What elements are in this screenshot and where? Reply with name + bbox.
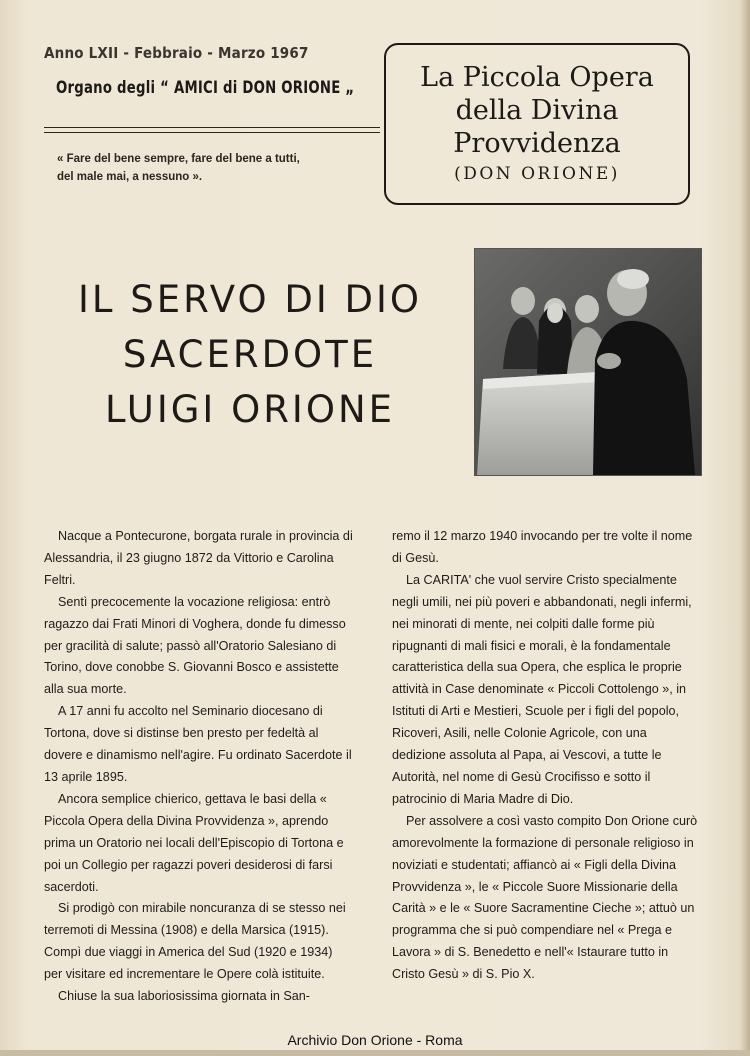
archive-footer: Archivio Don Orione - Roma <box>287 1032 463 1048</box>
headline-line-2: SACERDOTE <box>122 333 378 376</box>
paragraph: Nacque a Pontecurone, borgata rurale in provincia di Alessandria, il 23 giugno 1872 da Vittorio e Carolina Feltri. <box>44 529 353 587</box>
masthead-line-1: La Piccola Opera <box>420 62 654 93</box>
headline-line-3: LUIGI ORIONE <box>104 388 396 431</box>
photo-illustration <box>475 249 701 475</box>
paragraph: Sentì precocemente la vocazione religiosa: entrò ragazzo dai Frati Minori di Voghera, donde fu dimesso per gracilità di salute; passò all'Oratorio Salesiano di Torino, dove conobbe S. Giovanni Bosco e assistette alla sua morte. <box>44 594 346 697</box>
paragraph: A 17 anni fu accolto nel Seminario diocesano di Tortona, dove si distinse ben presto per fedeltà al dovere e dinamismo nell'agire. Fu ordinato Sacerdote il 13 aprile 1895. <box>44 704 352 784</box>
motto-line-2: del male mai, a nessuno ». <box>57 171 203 183</box>
page-edge-shadow <box>740 0 750 1056</box>
motto <box>57 150 377 186</box>
masthead-line-4: (DON ORIONE) <box>454 164 620 184</box>
paragraph: Per assolvere a così vasto compito Don Orione curò amorevolmente la formazione di personale religioso in noviziati e studentati; affiancò ai « Figli della Divina Provvidenza », le « Piccole Suore Missionarie della Carità » e le « Suore Sacramentine Cieche »; attuò un programma che si può compendiare nel « Prega e Lavora » di S. Benedetto e nell'« Istaurare tutto in Cristo Gesù » di S. Pio X. <box>392 813 698 982</box>
paragraph: Ancora semplice chierico, gettava le basi della « Piccola Opera della Divina Provvidenza », aprendo prima un Oratorio nei locali dell'Episcopio di Tortona e poi un Collegio per ragazzi poveri desiderosi di farsi sacerdoti. <box>44 791 344 894</box>
text-column-right <box>392 526 704 986</box>
organ-subtitle: Organo degli “ AMICI di DON ORIONE „ <box>56 78 355 98</box>
header-left <box>44 44 384 98</box>
motto-line-1: « Fare del bene sempre, fare del bene a tutti, <box>57 153 300 165</box>
masthead-line-3: Provvidenza <box>453 128 621 159</box>
paragraph-continued: remo il 12 marzo 1940 invocando per tre volte il nome di Gesù. <box>392 529 693 565</box>
masthead-box <box>384 43 690 205</box>
text-column-left <box>44 526 354 1008</box>
issue-date: Anno LXII - Febbraio - Marzo 1967 <box>44 44 309 62</box>
article-headline <box>40 272 460 437</box>
header-rule-top <box>44 127 380 128</box>
paragraph: La CARITA' che vuol servire Cristo specialmente negli umili, nei più poveri e abbandonati, negli infermi, nei minorati di mente, nei colpiti dalle forme più ripugnanti di mali fisici e morali, è la fondamentale caratteristica della sua Opera, che esplica le proprie attività in Case denominate « Piccoli Cottolengo », in Istituti di Arti e Mestieri, Scuole per i figli del popolo, Ricoveri, Asili, nelle Colonie Agricole, con una dedizione assoluta al Papa, ai Vescovi, a tutte le Autorità, nel nome di Gesù Crocifisso e sotto il patrocinio di Maria Madre di Dio. <box>392 572 692 806</box>
page-bottom-edge <box>0 1050 750 1056</box>
paragraph: Chiuse la sua laboriosissima giornata in San- <box>58 989 311 1004</box>
header-rule-bottom <box>44 132 380 133</box>
headline-line-1: IL SERVO DI DIO <box>77 278 423 321</box>
portrait-photo <box>474 248 702 476</box>
masthead-line-2: della Divina <box>455 95 619 126</box>
paragraph: Si prodigò con mirabile noncuranza di se stesso nei terremoti di Messina (1908) e della Marsica (1915). Compì due viaggi in America del Sud (1920 e 1934) per visitare ed incrementare le Opere colà istituite. <box>44 901 346 982</box>
